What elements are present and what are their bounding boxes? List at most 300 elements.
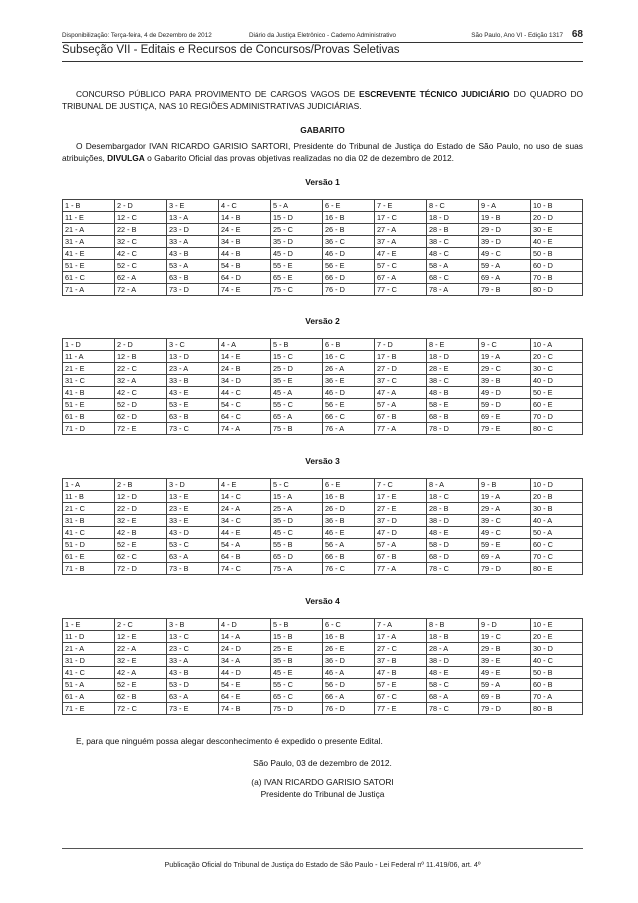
table-row [63,212,583,224]
answer-cell: 33 - A [167,236,219,248]
answer-cell: 47 - A [375,387,427,399]
answer-cell: 68 - C [427,272,479,284]
answer-cell: 13 - C [167,631,219,643]
answer-cell: 55 - C [271,679,323,691]
answer-cell: 16 - B [323,212,375,224]
answer-cell: 14 - C [219,491,271,503]
answer-cell: 9 - D [479,619,531,631]
header-edition: São Paulo, Ano VI - Edição 1317 [471,32,563,39]
answer-cell: 67 - C [375,691,427,703]
signature-title: Presidente do Tribunal de Justiça [260,789,385,799]
statement-verb: DIVULGA [107,152,145,163]
answer-cell: 35 - D [271,515,323,527]
subsection-title: Subseção VII - Editais e Recursos de Concursos/Provas Seletivas [62,44,400,56]
answer-cell: 20 - D [531,212,583,224]
answer-cell: 42 - C [115,248,167,260]
answer-cell: 17 - B [375,351,427,363]
answer-cell: 72 - E [115,423,167,435]
answer-cell: 68 - A [427,691,479,703]
answer-cell: 3 - C [167,339,219,351]
answer-cell: 5 - B [271,619,323,631]
answer-cell: 77 - A [375,563,427,575]
answer-cell: 6 - E [323,200,375,212]
answer-cell: 50 - B [531,248,583,260]
answer-cell: 33 - A [167,655,219,667]
answer-cell: 57 - A [375,539,427,551]
statement-text-1: O Desembargador IVAN RICARDO GARISIO SARTORI, Presidente do Tribunal de Justiça do Estado de São Paulo, no uso de suas atribuições, [62,141,583,163]
answer-cell: 27 - E [375,503,427,515]
answer-cell: 70 - A [531,691,583,703]
answer-cell: 37 - A [375,236,427,248]
answer-cell: 20 - C [531,351,583,363]
answer-cell: 37 - C [375,375,427,387]
table-row [63,248,583,260]
answer-cell: 39 - B [479,375,531,387]
answer-cell: 45 - A [271,387,323,399]
answer-cell: 79 - E [479,423,531,435]
answer-cell: 9 - C [479,339,531,351]
answer-cell: 51 - A [63,679,115,691]
table-row [63,515,583,527]
answer-table [62,199,583,296]
answer-cell: 61 - E [63,551,115,563]
answer-cell: 1 - E [63,619,115,631]
header-availability: Disponibilização: Terça-feira, 4 de Dezembro de 2012 [62,32,212,39]
answer-cell: 6 - E [323,479,375,491]
answer-cell: 7 - A [375,619,427,631]
answer-cell: 4 - A [219,339,271,351]
answer-cell: 38 - D [427,655,479,667]
answer-cell: 48 - C [427,248,479,260]
answer-cell: 58 - D [427,539,479,551]
answer-cell: 13 - D [167,351,219,363]
answer-cell: 7 - D [375,339,427,351]
answer-cell: 25 - C [271,224,323,236]
intro-text-1: CONCURSO PÚBLICO PARA PROVIMENTO DE CARGOS VAGOS DE [76,89,360,99]
answer-cell: 38 - C [427,375,479,387]
answer-cell: 54 - B [219,260,271,272]
table-row [63,631,583,643]
answer-table [62,338,583,435]
gabarito-title: GABARITO [300,125,345,135]
answer-cell: 78 - C [427,563,479,575]
answer-cell: 47 - B [375,667,427,679]
answer-cell: 31 - B [63,515,115,527]
answer-cell: 1 - B [63,200,115,212]
answer-cell: 69 - A [479,272,531,284]
answer-cell: 22 - A [115,643,167,655]
answer-cell: 80 - D [531,284,583,296]
answer-cell: 25 - D [271,363,323,375]
answer-cell: 33 - E [167,515,219,527]
answer-cell: 28 - A [427,643,479,655]
answer-cell: 23 - E [167,503,219,515]
answer-cell: 32 - E [115,515,167,527]
answer-cell: 79 - B [479,284,531,296]
table-row [63,619,583,631]
answer-cell: 47 - D [375,527,427,539]
answer-cell: 23 - D [167,224,219,236]
answer-cell: 14 - E [219,351,271,363]
answer-cell: 27 - C [375,643,427,655]
answer-cell: 16 - C [323,351,375,363]
answer-cell: 63 - B [167,272,219,284]
answer-cell: 30 - B [531,503,583,515]
answer-cell: 50 - E [531,387,583,399]
answer-cell: 60 - C [531,539,583,551]
answer-cell: 24 - A [219,503,271,515]
answer-cell: 73 - E [167,703,219,715]
answer-cell: 65 - D [271,551,323,563]
answer-cell: 23 - C [167,643,219,655]
answer-cell: 64 - D [219,272,271,284]
answer-cell: 63 - A [167,691,219,703]
answer-cell: 5 - C [271,479,323,491]
answer-cell: 24 - B [219,363,271,375]
answer-cell: 71 - B [63,563,115,575]
answer-cell: 21 - A [63,224,115,236]
answer-cell: 52 - D [115,399,167,411]
answer-cell: 3 - E [167,200,219,212]
answer-cell: 55 - E [271,260,323,272]
answer-cell: 75 - B [271,423,323,435]
answer-cell: 36 - C [323,236,375,248]
table-row [63,387,583,399]
answer-cell: 49 - C [479,248,531,260]
answer-cell: 33 - B [167,375,219,387]
intro-role: ESCREVENTE TÉCNICO JUDICIÁRIO [359,89,510,99]
answer-cell: 19 - C [479,631,531,643]
answer-cell: 36 - D [323,655,375,667]
table-row [63,679,583,691]
answer-cell: 30 - C [531,363,583,375]
answer-cell: 56 - D [323,679,375,691]
answer-cell: 43 - B [167,248,219,260]
answer-cell: 48 - E [427,527,479,539]
answer-cell: 44 - B [219,248,271,260]
answer-cell: 52 - C [115,260,167,272]
answer-cell: 15 - C [271,351,323,363]
answer-table [62,478,583,575]
answer-cell: 2 - C [115,619,167,631]
answer-cell: 70 - B [531,272,583,284]
answer-cell: 18 - D [427,212,479,224]
answer-cell: 80 - B [531,703,583,715]
answer-cell: 60 - B [531,679,583,691]
answer-cell: 73 - D [167,284,219,296]
answer-cell: 62 - C [115,551,167,563]
answer-cell: 49 - D [479,387,531,399]
answer-table [62,618,583,715]
answer-cell: 27 - A [375,224,427,236]
table-row [63,703,583,715]
answer-cell: 55 - B [271,539,323,551]
answer-cell: 34 - C [219,515,271,527]
answer-cell: 42 - C [115,387,167,399]
answer-cell: 1 - D [63,339,115,351]
answer-cell: 6 - B [323,339,375,351]
answer-cell: 41 - B [63,387,115,399]
table-row [63,503,583,515]
table-row [63,539,583,551]
table-row [63,423,583,435]
answer-cell: 66 - D [323,272,375,284]
answer-cell: 45 - D [271,248,323,260]
answer-cell: 67 - A [375,272,427,284]
answer-cell: 11 - A [63,351,115,363]
answer-cell: 67 - B [375,551,427,563]
answer-cell: 75 - C [271,284,323,296]
answer-cell: 59 - E [479,539,531,551]
answer-cell: 26 - E [323,643,375,655]
answer-cell: 29 - D [479,224,531,236]
table-row [63,375,583,387]
answer-cell: 67 - B [375,411,427,423]
header-rule [62,42,583,43]
answer-cell: 61 - A [63,691,115,703]
answer-cell: 16 - B [323,491,375,503]
table-row [63,691,583,703]
answer-cell: 73 - B [167,563,219,575]
statement-text-2: o Gabarito Oficial das provas objetivas realizadas no dia 02 de dezembro de 2012. [144,152,454,163]
answer-cell: 18 - D [427,351,479,363]
answer-cell: 74 - C [219,563,271,575]
answer-cell: 44 - C [219,387,271,399]
answer-cell: 79 - D [479,703,531,715]
answer-cell: 31 - A [63,236,115,248]
answer-cell: 50 - A [531,527,583,539]
answer-cell: 34 - A [219,655,271,667]
table-row [63,563,583,575]
answer-cell: 43 - D [167,527,219,539]
answer-cell: 32 - C [115,236,167,248]
answer-cell: 74 - E [219,284,271,296]
answer-cell: 22 - B [115,224,167,236]
answer-cell: 12 - C [115,212,167,224]
answer-cell: 57 - A [375,399,427,411]
answer-cell: 72 - A [115,284,167,296]
answer-cell: 69 - A [479,551,531,563]
table-row [63,551,583,563]
answer-cell: 15 - A [271,491,323,503]
answer-cell: 7 - E [375,200,427,212]
answer-cell: 35 - D [271,236,323,248]
answer-cell: 2 - D [115,339,167,351]
answer-cell: 7 - C [375,479,427,491]
answer-cell: 63 - A [167,551,219,563]
answer-cell: 25 - E [271,643,323,655]
answer-cell: 14 - A [219,631,271,643]
answer-cell: 16 - B [323,631,375,643]
answer-cell: 45 - C [271,527,323,539]
table-row [63,351,583,363]
answer-cell: 77 - E [375,703,427,715]
answer-cell: 74 - B [219,703,271,715]
page-number: 68 [571,29,583,40]
answer-cell: 64 - C [219,411,271,423]
answer-cell: 55 - C [271,399,323,411]
answer-cell: 28 - B [427,224,479,236]
answer-cell: 56 - E [323,260,375,272]
answer-cell: 1 - A [63,479,115,491]
version-title: Versão 1 [305,177,340,187]
page-footer: Publicação Oficial do Tribunal de Justiça do Estado de São Paulo - Lei Federal nº 11.419/06, art. 4º [164,860,481,869]
answer-cell: 64 - E [219,691,271,703]
answer-cell: 49 - C [479,527,531,539]
answer-cell: 43 - E [167,387,219,399]
answer-cell: 56 - E [323,399,375,411]
answer-cell: 21 - C [63,503,115,515]
answer-cell: 70 - C [531,551,583,563]
table-row [63,479,583,491]
answer-cell: 37 - D [375,515,427,527]
answer-cell: 59 - D [479,399,531,411]
answer-cell: 58 - C [427,679,479,691]
answer-cell: 8 - E [427,339,479,351]
answer-cell: 10 - E [531,619,583,631]
answer-cell: 26 - D [323,503,375,515]
answer-cell: 38 - D [427,515,479,527]
answer-cell: 27 - D [375,363,427,375]
answer-cell: 76 - D [323,703,375,715]
answer-cell: 35 - B [271,655,323,667]
answer-cell: 75 - D [271,703,323,715]
answer-cell: 17 - A [375,631,427,643]
answer-cell: 36 - E [323,375,375,387]
answer-cell: 13 - A [167,212,219,224]
statement-paragraph [62,141,583,164]
subsection-rule [62,61,583,62]
answer-cell: 72 - D [115,563,167,575]
answer-cell: 20 - B [531,491,583,503]
answer-cell: 51 - E [63,260,115,272]
table-row [63,260,583,272]
answer-cell: 65 - C [271,691,323,703]
answer-cell: 24 - D [219,643,271,655]
answer-cell: 59 - A [479,679,531,691]
answer-cell: 64 - B [219,551,271,563]
answer-cell: 39 - C [479,515,531,527]
answer-cell: 9 - B [479,479,531,491]
answer-cell: 59 - A [479,260,531,272]
answer-cell: 40 - D [531,375,583,387]
answer-cell: 39 - D [479,236,531,248]
answer-cell: 10 - B [531,200,583,212]
answer-cell: 71 - E [63,703,115,715]
answer-cell: 17 - C [375,212,427,224]
answer-cell: 65 - A [271,411,323,423]
answer-cell: 42 - B [115,527,167,539]
answer-cell: 17 - E [375,491,427,503]
answer-cell: 80 - C [531,423,583,435]
answer-cell: 52 - E [115,679,167,691]
answer-cell: 52 - E [115,539,167,551]
answer-cell: 60 - D [531,260,583,272]
answer-cell: 32 - A [115,375,167,387]
answer-cell: 18 - B [427,631,479,643]
answer-cell: 72 - C [115,703,167,715]
answer-cell: 3 - D [167,479,219,491]
answer-cell: 60 - E [531,399,583,411]
answer-cell: 62 - D [115,411,167,423]
answer-cell: 21 - A [63,643,115,655]
answer-cell: 46 - A [323,667,375,679]
answer-cell: 28 - E [427,363,479,375]
answer-cell: 12 - E [115,631,167,643]
answer-cell: 26 - A [323,363,375,375]
table-row [63,411,583,423]
answer-cell: 68 - D [427,551,479,563]
answer-cell: 34 - D [219,375,271,387]
answer-cell: 62 - B [115,691,167,703]
answer-cell: 77 - C [375,284,427,296]
table-row [63,527,583,539]
answer-cell: 49 - E [479,667,531,679]
answer-cell: 11 - D [63,631,115,643]
answer-cell: 4 - C [219,200,271,212]
answer-cell: 22 - C [115,363,167,375]
answer-cell: 69 - E [479,411,531,423]
answer-cell: 78 - D [427,423,479,435]
answer-cell: 78 - C [427,703,479,715]
answer-cell: 4 - D [219,619,271,631]
answer-cell: 2 - D [115,200,167,212]
answer-cell: 46 - D [323,248,375,260]
answer-cell: 78 - A [427,284,479,296]
answer-cell: 76 - D [323,284,375,296]
answer-cell: 53 - A [167,260,219,272]
answer-cell: 5 - A [271,200,323,212]
answer-cell: 10 - A [531,339,583,351]
answer-cell: 48 - E [427,667,479,679]
answer-cell: 43 - B [167,667,219,679]
answer-cell: 6 - C [323,619,375,631]
answer-cell: 19 - B [479,212,531,224]
answer-cell: 30 - D [531,643,583,655]
table-row [63,284,583,296]
answer-cell: 37 - B [375,655,427,667]
answer-cell: 56 - A [323,539,375,551]
answer-cell: 23 - A [167,363,219,375]
answer-cell: 65 - E [271,272,323,284]
answer-cell: 41 - E [63,248,115,260]
intro-text-2: DO QUADRO DO TRIBUNAL DE JUSTIÇA, NAS 10 REGIÕES ADMINISTRATIVAS JUDICIÁRIAS. [62,89,584,111]
answer-cell: 66 - A [323,691,375,703]
answer-cell: 19 - A [479,351,531,363]
answer-cell: 57 - E [375,679,427,691]
table-row [63,236,583,248]
answer-cell: 24 - E [219,224,271,236]
answer-cell: 48 - B [427,387,479,399]
answer-cell: 54 - E [219,679,271,691]
answer-cell: 21 - E [63,363,115,375]
answer-cell: 41 - C [63,527,115,539]
answer-cell: 2 - B [115,479,167,491]
answer-cell: 38 - C [427,236,479,248]
answer-cell: 51 - E [63,399,115,411]
answer-cell: 40 - A [531,515,583,527]
table-row [63,399,583,411]
table-row [63,339,583,351]
answer-cell: 80 - E [531,563,583,575]
answer-cell: 35 - E [271,375,323,387]
answer-cell: 71 - D [63,423,115,435]
answer-cell: 75 - A [271,563,323,575]
answer-cell: 20 - E [531,631,583,643]
answer-cell: 42 - A [115,667,167,679]
answer-cell: 54 - A [219,539,271,551]
answer-cell: 10 - D [531,479,583,491]
